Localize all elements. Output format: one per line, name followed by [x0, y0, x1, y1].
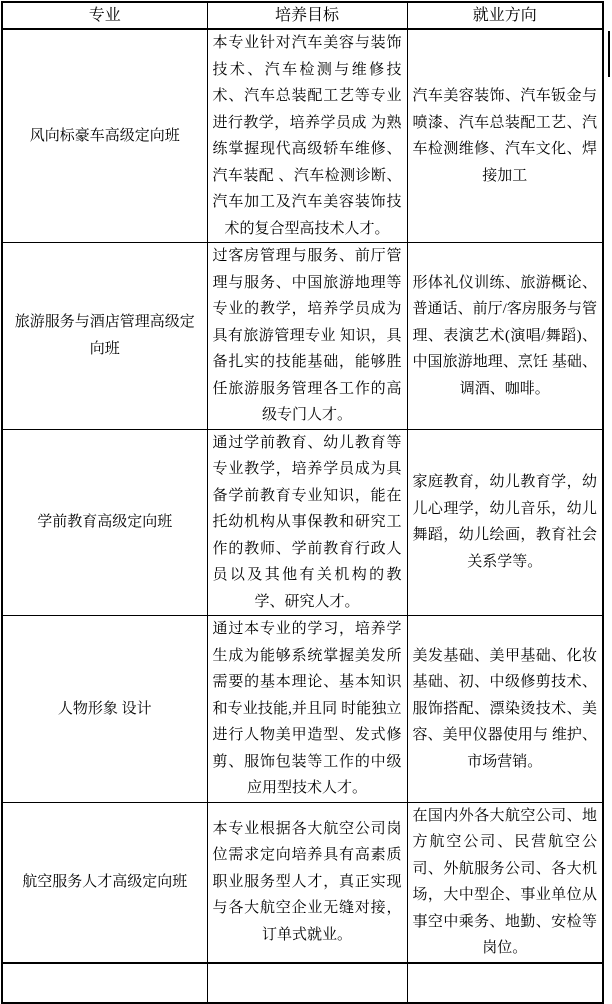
goal-cell: 通过本专业的学习，培养学生成为能够系统掌握美发所需要的基本理论、基本知识和专业技能,并且同 时能独立进行人物美甲造型、发式修剪、服饰包装等工作的中级应用型技术人才。: [207, 616, 407, 803]
page-edge-artifact: [608, 31, 610, 77]
goal-cell: 过客房管理与服务、前厅管理与服务、中国旅游地理等专业的教学，培养学员成为具有旅游管理专业 知识，具备扎实的技能基础，能够胜任旅游服务管理各工作的高级专门人才。: [207, 243, 407, 430]
table-row: [2, 29, 603, 243]
jobs-cell: 美发基础、美甲基础、化妆基础、初、中级修剪技术、服饰搭配、漂染烫技术、美容、美甲仪器使用与 维护、市场营销。: [407, 616, 603, 803]
major-cell: 旅游服务与酒店管理高级定向班: [2, 243, 207, 430]
table-header: [2, 2, 603, 29]
goal-cell: 本专业针对汽车美容与装饰技术、汽车检测与维修技术、汽车总装配工艺等专业进行教学，培养学员成 为熟练掌握现代高级轿车维修、汽车装配 、汽车检测诊断、汽车加工及汽车美容装饰技术的复合型高技术人才。: [207, 29, 407, 243]
goal-cell: 通过学前教育、幼儿教育等专业教学，培养学员成为具备学前教育专业知识，能在托幼机构从事保教和研究工作的教师、学前教育行政人员以及其他有关机构的教学、研究人才。: [207, 429, 407, 616]
column-header-goal: 培养目标: [207, 2, 407, 29]
major-cell: [2, 963, 207, 1003]
table-row: [2, 243, 603, 430]
major-cell: 人物形象 设计: [2, 616, 207, 803]
header-row: [2, 2, 603, 29]
major-cell: 学前教育高级定向班: [2, 429, 207, 616]
column-header-jobs: 就业方向: [407, 2, 603, 29]
table-row-partial: [2, 963, 603, 1003]
goal-cell: [207, 963, 407, 1003]
jobs-cell: 汽车美容装饰、汽车钣金与喷漆、汽车总装配工艺、汽车检测维修、汽车文化、焊接加工: [407, 29, 603, 243]
jobs-cell: [407, 963, 603, 1003]
major-cell: 风向标豪车高级定向班: [2, 29, 207, 243]
column-header-major: 专业: [2, 2, 207, 29]
table-body: [2, 29, 603, 1003]
jobs-cell: 家庭教育，幼儿教育学，幼儿心理学，幼儿音乐，幼儿舞蹈，幼儿绘画，教育社会关系学等。: [407, 429, 603, 616]
table-row: [2, 802, 603, 963]
program-table: [1, 1, 604, 1004]
jobs-cell: 在国内外各大航空公司、地方航空公司、民营航空公司、外航服务公司、各大机场，大中型企、事业单位从事空中乘务、地勤、安检等岗位。: [407, 802, 603, 963]
goal-cell: 本专业根据各大航空公司岗位需求定向培养具有高素质职业服务型人才，真正实现与各大航空企业无缝对接，订单式就业。: [207, 802, 407, 963]
table-row: [2, 616, 603, 803]
jobs-cell: 形体礼仪训练、旅游概论、普通话、前厅/客房服务与管理、表演艺术(演唱/舞蹈)、中国旅游地理、烹饪 基础、调酒、咖啡。: [407, 243, 603, 430]
table-row: [2, 429, 603, 616]
major-cell: 航空服务人才高级定向班: [2, 802, 207, 963]
